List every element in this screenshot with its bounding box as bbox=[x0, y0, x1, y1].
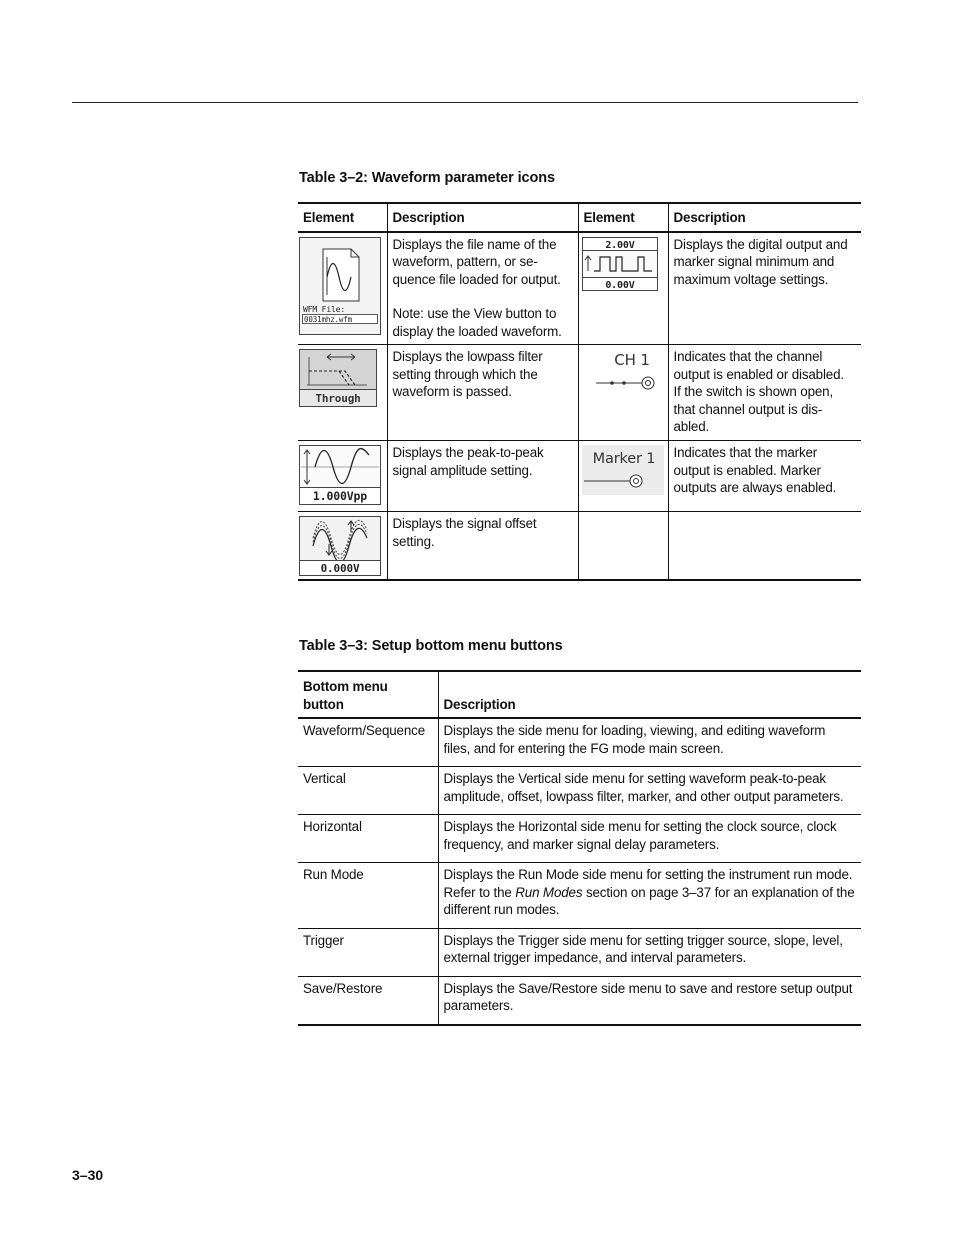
column-header-description: Description bbox=[438, 671, 861, 718]
description-line: Displays the signal offset bbox=[392, 516, 537, 531]
waveform-file-icon bbox=[299, 237, 381, 335]
description-cell bbox=[438, 718, 861, 767]
description-line: outputs are always enabled. bbox=[673, 480, 837, 495]
column-header-button bbox=[298, 671, 438, 718]
description-cell bbox=[387, 441, 578, 512]
element-cell bbox=[578, 345, 668, 441]
table-row bbox=[298, 928, 861, 976]
note-line: display the loaded waveform. bbox=[392, 323, 562, 339]
amplitude-value-label: 1.000Vpp bbox=[312, 489, 368, 503]
description-cell bbox=[438, 815, 861, 863]
description-line: Displays the Run Mode side menu for setting the instrument run mode. bbox=[443, 867, 853, 882]
filter-setting-label: Through bbox=[315, 392, 361, 405]
button-name-cell: Save/Restore bbox=[303, 980, 383, 996]
description-line: files, and for entering the FG mode main screen. bbox=[443, 740, 724, 756]
description-cell bbox=[668, 345, 861, 441]
description-line: different run modes. bbox=[443, 902, 560, 917]
run-modes-reference: Run Modes bbox=[515, 884, 583, 900]
table-row bbox=[298, 441, 861, 512]
empty-cell bbox=[668, 512, 861, 580]
description-cell bbox=[387, 232, 578, 345]
description-line bbox=[444, 884, 857, 902]
channel-switch-icon bbox=[582, 349, 662, 399]
header-rule bbox=[72, 102, 858, 103]
voltage-max-label: 2.00V bbox=[604, 239, 635, 251]
element-cell bbox=[578, 441, 668, 512]
column-header: Description bbox=[387, 203, 578, 232]
header-line: Bottom menu bbox=[303, 679, 388, 694]
button-name-cell: Horizontal bbox=[303, 819, 362, 834]
description-cell bbox=[668, 232, 861, 345]
amplitude-icon bbox=[299, 445, 381, 505]
description-line: that channel output is dis- bbox=[673, 401, 823, 417]
description-line: signal amplitude setting. bbox=[392, 462, 533, 478]
description-line: Displays the file name of the bbox=[392, 236, 557, 252]
description-cell bbox=[438, 928, 861, 976]
description-line: Indicates that the marker bbox=[673, 445, 818, 460]
description-line: setting through which the bbox=[392, 366, 538, 382]
column-header: Element bbox=[303, 210, 355, 225]
description-cell bbox=[438, 767, 861, 815]
description-line: waveform, pattern, or se- bbox=[392, 254, 538, 269]
description-line: external trigger impedance, and interval parameters. bbox=[443, 950, 747, 965]
button-name-cell: Trigger bbox=[303, 932, 344, 948]
table-row bbox=[298, 345, 861, 441]
description-line: Indicates that the channel bbox=[673, 349, 823, 364]
lowpass-filter-icon bbox=[299, 349, 377, 407]
table-row bbox=[298, 863, 861, 929]
text-run: section on page 3–37 for an explanation of the bbox=[582, 884, 855, 900]
table-header-row bbox=[298, 203, 861, 232]
description-cell bbox=[438, 863, 861, 929]
marker-label: Marker 1 bbox=[592, 451, 655, 467]
description-line: If the switch is shown open, bbox=[673, 384, 834, 399]
description-line: output is enabled or disabled. bbox=[673, 366, 844, 382]
wfm-file-name: 0031mhz.wfm bbox=[304, 314, 353, 324]
waveform-parameter-icons-table bbox=[298, 202, 861, 581]
description-line: quence file loaded for output. bbox=[392, 271, 561, 287]
description-line: marker signal minimum and bbox=[673, 254, 835, 269]
description-line: Displays the digital output and bbox=[673, 236, 848, 252]
description-line: output is enabled. Marker bbox=[673, 462, 821, 478]
header-line: button bbox=[303, 696, 344, 712]
description-line: setting. bbox=[392, 533, 435, 549]
button-name-cell: Waveform/Sequence bbox=[303, 723, 425, 738]
button-name-cell: Vertical bbox=[303, 771, 346, 786]
element-cell bbox=[298, 232, 387, 345]
description-line: Displays the Save/Restore side menu to save and restore setup output bbox=[443, 980, 853, 996]
offset-icon bbox=[299, 516, 381, 576]
description-line: Displays the peak-to-peak bbox=[392, 445, 544, 460]
table-row bbox=[298, 767, 861, 815]
description-line: frequency, and marker signal delay parameters. bbox=[443, 836, 720, 852]
description-cell bbox=[387, 512, 578, 580]
table-row bbox=[298, 718, 861, 767]
table-3-2-caption: Table 3–2: Waveform parameter icons bbox=[299, 170, 555, 186]
table-row bbox=[298, 815, 861, 863]
wfm-file-label: WFM File: bbox=[303, 304, 345, 314]
table-3-3-caption: Table 3–3: Setup bottom menu buttons bbox=[299, 638, 563, 654]
description-line: amplitude, offset, lowpass filter, marker, and other output parameters. bbox=[443, 788, 844, 804]
digital-output-voltage-icon bbox=[582, 237, 658, 291]
offset-value-label: 0.000V bbox=[320, 562, 360, 575]
description-line: Displays the Horizontal side menu for setting the clock source, clock bbox=[443, 819, 837, 834]
description-line: Displays the Vertical side menu for setting waveform peak-to-peak bbox=[443, 771, 826, 786]
empty-cell bbox=[578, 512, 668, 580]
table-header-row bbox=[298, 671, 861, 718]
note-line: Note: use the View button to bbox=[392, 306, 557, 321]
table-row bbox=[298, 976, 861, 1025]
button-name-cell: Run Mode bbox=[303, 867, 364, 882]
description-line: waveform is passed. bbox=[392, 384, 512, 399]
column-header: Element bbox=[578, 203, 668, 232]
description-line: Displays the side menu for loading, viewing, and editing waveform bbox=[443, 723, 826, 738]
description-line: Displays the lowpass filter bbox=[392, 349, 543, 364]
element-cell bbox=[298, 345, 387, 441]
description-line: maximum voltage settings. bbox=[673, 271, 829, 287]
page-number: 3–30 bbox=[72, 1167, 104, 1183]
column-header: Description bbox=[668, 203, 861, 232]
marker-switch-icon bbox=[582, 445, 664, 495]
setup-bottom-menu-table bbox=[298, 670, 861, 1026]
element-cell bbox=[298, 512, 387, 580]
description-cell bbox=[387, 345, 578, 441]
description-cell bbox=[438, 976, 861, 1025]
voltage-min-label: 0.00V bbox=[604, 279, 635, 291]
description-line: abled. bbox=[673, 419, 710, 434]
element-cell bbox=[578, 232, 668, 345]
text-run: Refer to the bbox=[443, 884, 516, 900]
element-cell bbox=[298, 441, 387, 512]
description-line: parameters. bbox=[443, 998, 514, 1013]
channel-label: CH 1 bbox=[613, 351, 650, 369]
table-row bbox=[298, 232, 861, 345]
description-line: Displays the Trigger side menu for setting trigger source, slope, level, bbox=[443, 932, 843, 948]
description-cell bbox=[668, 441, 861, 512]
table-row bbox=[298, 512, 861, 580]
